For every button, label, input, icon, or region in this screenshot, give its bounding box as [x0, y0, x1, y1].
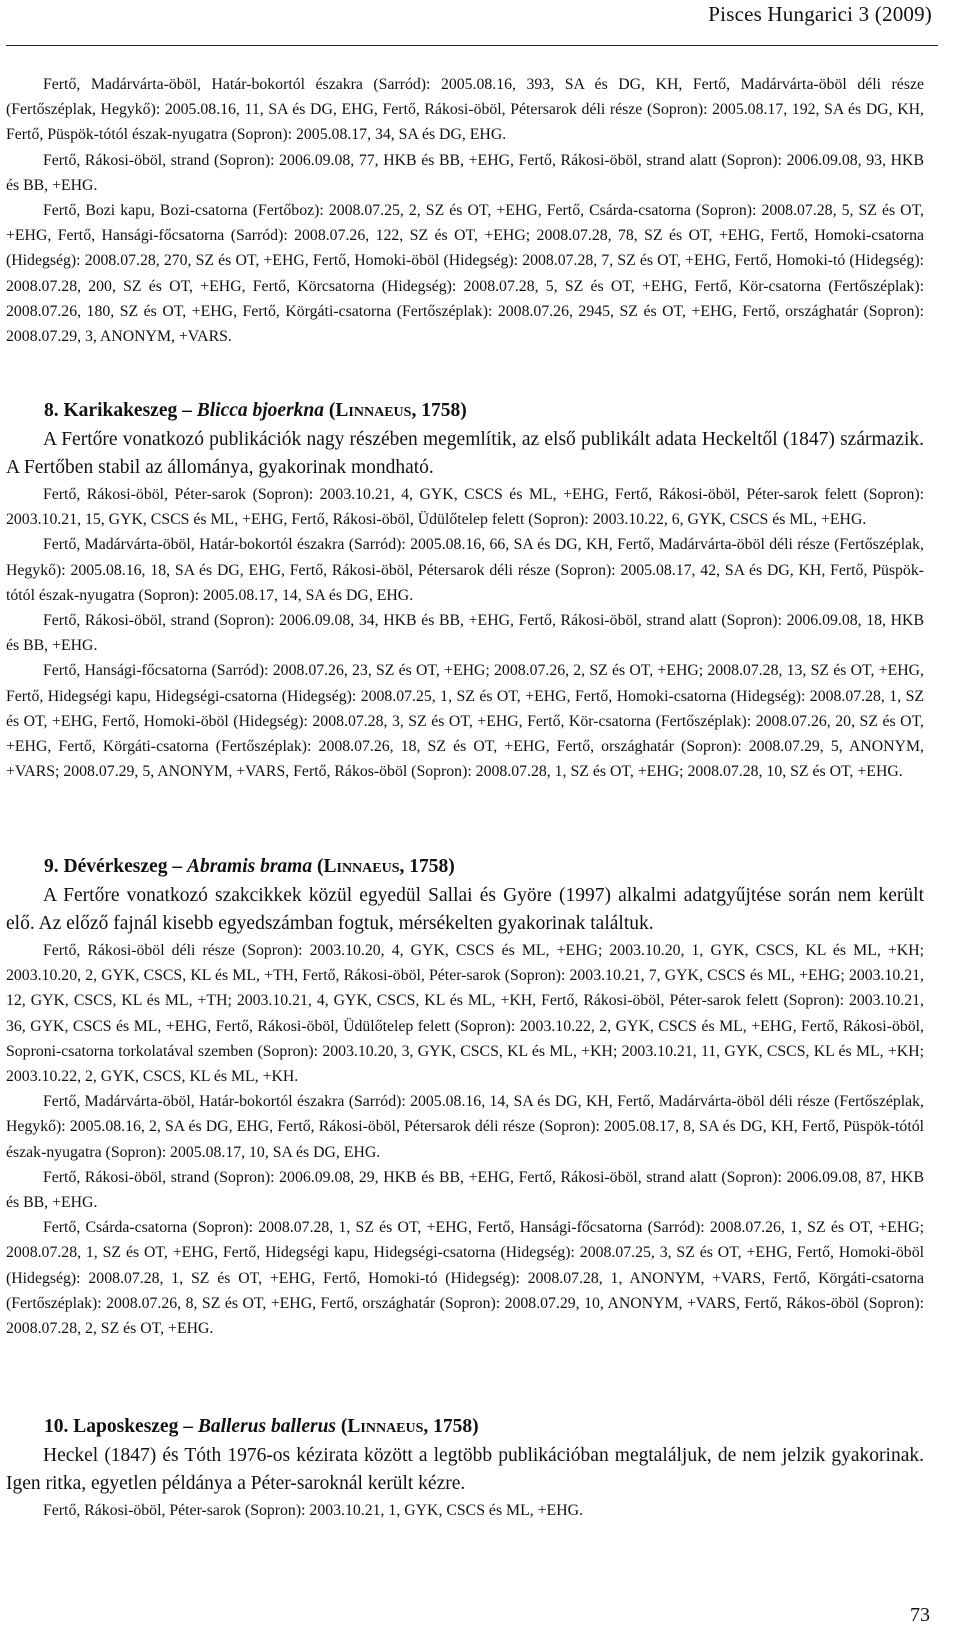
record-paragraph: Fertő, Rákosi-öböl, Péter-sarok (Sopron): 2003.10.21, 4, GYK, CSCS és ML, +EHG, Fertő, Rákosi-öböl, Péter-sarok felett (Sopron): 2003.10.21, 15, GYK, CSCS és ML, +EHG, Fertő, Rákosi-öböl, Üdülőtelep felett (Sopron): 2003.10.22, 6, GYK, CSCS és ML, +EHG. [6, 486, 924, 529]
record-paragraph: Fertő, Madárvárta-öböl, Határ-bokortól északra (Sarród): 2005.08.16, 393, SA és DG, KH, Fertő, Madárvárta-öböl déli része (Fertőszéplak, Hegykő): 2005.08.16, 11, SA és DG, EHG, Fertő, Rákosi-öböl, Pétersarok déli része (Sopron): 2005.08.17, 192, SA és DG, KH, Fertő, Püspök-tótól észak-nyugatra (Sopron): 2005.08.17, 34, SA és DG, EHG. [6, 76, 924, 144]
species-author: Linnaeus [347, 1416, 424, 1437]
species-scientific-name: Blicca bjoerkna [196, 400, 325, 421]
record-paragraph: Fertő, Madárvárta-öböl, Határ-bokortól északra (Sarród): 2005.08.16, 66, SA és DG, KH, Fertő, Madárvárta-öböl déli része (Fertőszéplak, Hegykő): 2005.08.16, 18, SA és DG, EHG, Fertő, Rákosi-öböl, Pétersarok déli része (Sopron): 2005.08.17, 42, SA és DG, KH, Fertő, Püspök-tótól észak-nyugatra (Sopron): 2005.08.17, 14, SA és DG, EHG. [6, 536, 924, 604]
species-number: 10. [44, 1416, 69, 1437]
species-number: 9. [44, 856, 59, 877]
heading-dash: – [172, 856, 183, 877]
record-paragraph: Fertő, Rákosi-öböl déli része (Sopron): 2003.10.20, 4, GYK, CSCS és ML, +EHG; 2003.10.20, 1, GYK, CSCS, KL és ML, +KH; 2003.10.20, 2, GYK, CSCS, KL és ML, +TH, Fertő, Rákosi-öböl, Péter-sarok (Sopron): 2003.10.21, 7, GYK, CSCS és ML, +EHG; 2003.10.21, 12, GYK, CSCS, KL és ML, +TH; 2003.10.21, 4, GYK, CSCS, KL és ML, +KH, Fertő, Rákosi-öböl, Péter-sarok felett (Sopron): 2003.10.21, 36, GYK, CSCS és ML, +EHG, Fertő, Rákosi-öböl, Üdülőtelep felett (Sopron): 2003.10.22, 2, GYK, CSCS és ML, +EHG, Fertő, Rákosi-öböl, Soproni-csatorna torkolatával szemben (Sopron): 2003.10.20, 3, GYK, CSCS, KL és ML, +KH; 2003.10.21, 11, GYK, CSCS, KL és ML, +KH; 2003.10.22, 2, GYK, CSCS, KL és ML, +KH. [6, 942, 924, 1086]
record-paragraph: Fertő, Madárvárta-öböl, Határ-bokortól északra (Sarród): 2005.08.16, 14, SA és DG, KH, Fertő, Madárvárta-öböl déli része (Fertőszéplak, Hegykő): 2005.08.16, 2, SA és DG, EHG, Fertő, Rákosi-öböl, Pétersarok déli része (Sopron): 2005.08.17, 8, SA és DG, KH, Fertő, Püspök-tótól észak-nyugatra (Sopron): 2005.08.17, 10, SA és DG, EHG. [6, 1093, 924, 1161]
record-paragraph: Fertő, Csárda-csatorna (Sopron): 2008.07.28, 1, SZ és OT, +EHG, Fertő, Hansági-főcsatorna (Sarród): 2008.07.26, 1, SZ és OT, +EHG; 2008.07.28, 1, SZ és OT, +EHG, Fertő, Hidegségi kapu, Hidegségi-csatorna (Hidegség): 2008.07.25, 3, SZ és OT, +EHG, Fertő, Homoki-öböl (Hidegség): 2008.07.28, 1, SZ és OT, +EHG, Fertő, Homoki-tó (Hidegség): 2008.07.28, 1, ANONYM, +VARS, Fertő, Körgáti-csatorna (Fertőszéplak): 2008.07.26, 8, SZ és OT, +EHG, Fertő, országhatár (Sopron): 2008.07.29, 10, ANONYM, +VARS, Fertő, Rákos-öböl (Sopron): 2008.07.28, 2, SZ és OT, +EHG. [6, 1219, 924, 1338]
species-scientific-name: Abramis brama [186, 856, 313, 877]
author-year: , 1758) [423, 1416, 479, 1437]
record-paragraph: Fertő, Rákosi-öböl, strand (Sopron): 2006.09.08, 34, HKB és BB, +EHG, Fertő, Rákosi-öböl, strand alatt (Sopron): 2006.09.08, 18, HKB és BB, +EHG. [6, 612, 924, 655]
record-paragraph: Fertő, Bozi kapu, Bozi-csatorna (Fertőboz): 2008.07.25, 2, SZ és OT, +EHG, Fertő, Csárda-csatorna (Sopron): 2008.07.28, 5, SZ és OT, +EHG, Fertő, Hansági-főcsatorna (Sarród): 2008.07.26, 122, SZ és OT, +EHG; 2008.07.28, 78, SZ és OT, +EHG, Fertő, Homoki-csatorna (Hidegség): 2008.07.28, 270, SZ és OT, +EHG, Fertő, Homoki-öböl (Hidegség): 2008.07.28, 7, SZ és OT, +EHG, Fertő, Homoki-tó (Hidegség): 2008.07.28, 200, SZ és OT, +EHG, Fertő, Körcsatorna (Hidegség): 2008.07.28, 5, SZ és OT, +EHG, Fertő, Kör-csatorna (Fertőszéplak): 2008.07.26, 180, SZ és OT, +EHG, Fertő, Körgáti-csatorna (Fertőszéplak): 2008.07.26, 2945, SZ és OT, +EHG, Fertő, országhatár (Sopron): 2008.07.29, 3, ANONYM, +VARS. [6, 202, 924, 346]
page-number: 73 [910, 1604, 930, 1626]
species-author: Linnaeus [323, 856, 400, 877]
record-paragraph: Fertő, Hansági-főcsatorna (Sarród): 2008.07.26, 23, SZ és OT, +EHG; 2008.07.26, 2, SZ és OT, +EHG; 2008.07.28, 13, SZ és OT, +EHG, Fertő, Hidegségi kapu, Hidegségi-csatorna (Hidegség): 2008.07.25, 1, SZ és OT, +EHG, Fertő, Homoki-csatorna (Hidegség): 2008.07.28, 1, SZ és OT, +EHG, Fertő, Homoki-öböl (Hidegség): 2008.07.28, 3, SZ és OT, +EHG, Fertő, Kör-csatorna (Fertőszéplak): 2008.07.26, 20, SZ és OT, +EHG, Fertő, Körgáti-csatorna (Fertőszéplak): 2008.07.26, 18, SZ és OT, +EHG, Fertő, országhatár (Sopron): 2008.07.29, 5, ANONYM, +VARS; 2008.07.29, 5, ANONYM, +VARS, Fertő, Rákos-öböl (Sopron): 2008.07.28, 1, SZ és OT, +EHG; 2008.07.28, 10, SZ és OT, +EHG. [6, 662, 924, 781]
species-common-name: Karikakeszeg [63, 400, 178, 421]
heading-dash: – [182, 400, 192, 421]
species-author: Linnaeus [335, 400, 412, 421]
header-rule [6, 45, 938, 46]
species-heading [6, 1414, 924, 1440]
species-intro: Heckel (1847) és Tóth 1976-os kézirata között a legtöbb publikációban megtaláljuk, de nem jelzik gyakorinak. Igen ritka, egyetlen példánya a Péter-saroknál került kézre. [6, 1445, 924, 1494]
species-section-8 [6, 398, 924, 784]
record-paragraph: Fertő, Rákosi-öböl, strand (Sopron): 2006.09.08, 29, HKB és BB, +EHG, Fertő, Rákosi-öböl, strand alatt (Sopron): 2006.09.08, 87, HKB és BB, +EHG. [6, 1168, 924, 1212]
running-head: Pisces Hungarici 3 (2009) [708, 2, 932, 26]
author-open: ( [316, 856, 324, 877]
record-paragraph: Fertő, Rákosi-öböl, strand (Sopron): 2006.09.08, 77, HKB és BB, +EHG, Fertő, Rákosi-öböl, strand alatt (Sopron): 2006.09.08, 93, HKB és BB, +EHG. [6, 151, 924, 194]
author-year: , 1758) [411, 400, 467, 421]
species-intro: A Fertőre vonatkozó szakcikkek közül egyedül Sallai és Györe (1997) alkalmi adatgyűjtése során nem került elő. Az előző fajnál kisebb egyedszámban fogtuk, mérsékelten gyakorinak találtuk. [6, 885, 924, 934]
species-intro: A Fertőre vonatkozó publikációk nagy részében megemlítik, az első publikált adata Heckeltől (1847) származik. A Fertőben stabil az állománya, gyakorinak mondható. [6, 429, 924, 478]
species-heading [6, 398, 924, 424]
species-section-9 [6, 854, 924, 1341]
species-heading [6, 854, 924, 880]
species-number: 8. [44, 400, 59, 421]
author-open: ( [328, 400, 336, 421]
species-common-name: Laposkeszeg [73, 1416, 179, 1437]
species-scientific-name: Ballerus ballerus [197, 1416, 337, 1437]
continuation-block [6, 72, 924, 349]
species-section-10 [6, 1414, 924, 1523]
heading-dash: – [183, 1416, 193, 1437]
record-paragraph: Fertő, Rákosi-öböl, Péter-sarok (Sopron): 2003.10.21, 1, GYK, CSCS és ML, +EHG. [43, 1502, 583, 1519]
author-year: , 1758) [399, 856, 455, 877]
author-open: ( [340, 1416, 348, 1437]
species-common-name: Dévérkeszeg [63, 856, 168, 877]
